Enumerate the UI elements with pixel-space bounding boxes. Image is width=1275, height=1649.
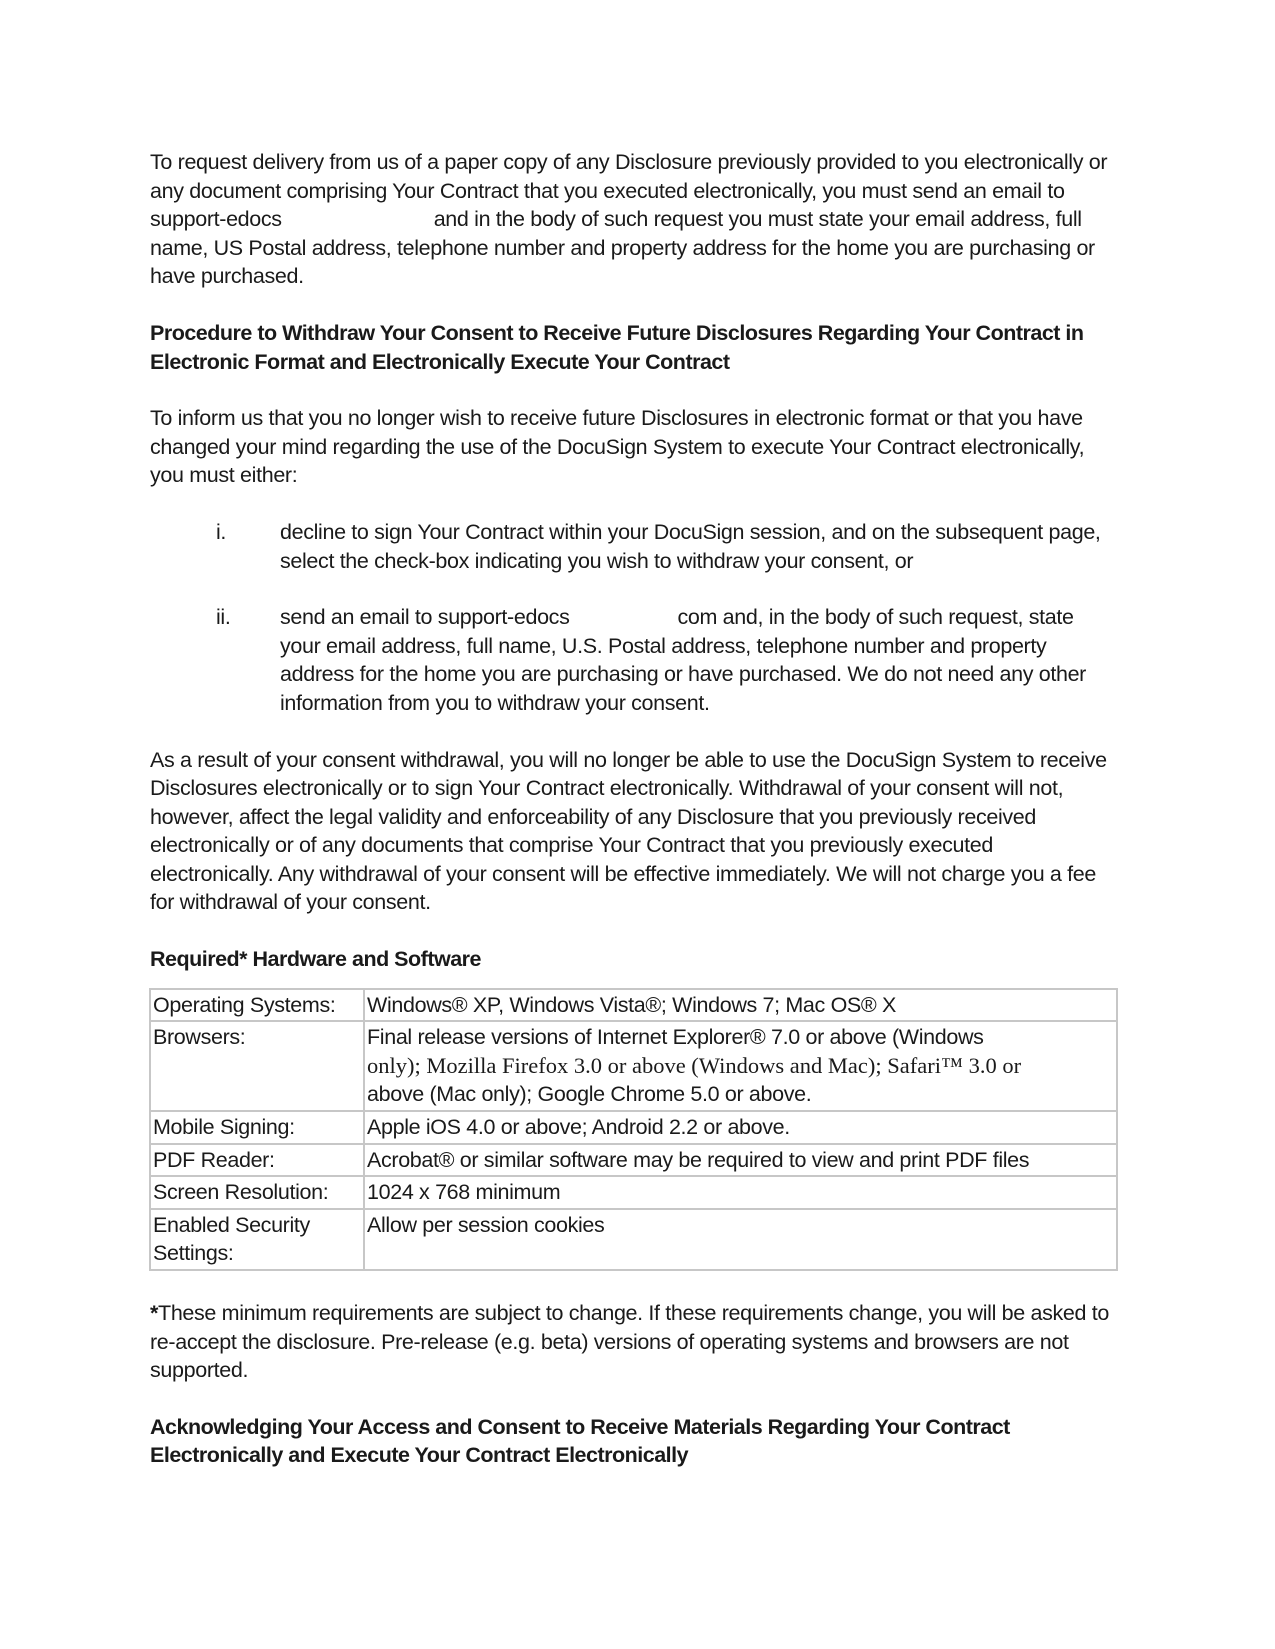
table-row: [150, 1021, 1117, 1111]
option-text-start: send an email to support-edocs: [280, 605, 570, 630]
list-item: [150, 518, 1110, 575]
heading-acknowledging: Acknowledging Your Access and Consent to Receive Materials Regarding Your Contract Electronically and Execute Your Contract Electronically: [150, 1414, 1010, 1468]
browsers-text-3: above (Mac only); Google Chrome 5.0 or above.: [367, 1082, 812, 1107]
footnote: [150, 1299, 1110, 1385]
paper-copy-text-start: To request delivery from us of a paper copy of any Disclosure previously provided to you electronically or any document comprising Your Contract that you executed electronically, you must send an email to support-edocs: [150, 150, 1108, 232]
footnote-text: These minimum requirements are subject to change. If these requirements change, you will be asked to re-accept the disclosure. Pre-release (e.g. beta) versions of operating systems and browsers are not supported.: [150, 1301, 1109, 1383]
document-page: [150, 148, 1110, 1498]
table-row: [150, 1209, 1117, 1270]
paragraph-paper-copy: [150, 148, 1110, 291]
footnote-asterisk: *: [150, 1301, 159, 1325]
heading-withdraw-consent: Procedure to Withdraw Your Consent to Receive Future Disclosures Regarding Your Contract in Electronic Format and Electronically Execute Your Contract: [150, 320, 1084, 374]
table-row: [150, 1176, 1117, 1209]
row-label: Enabled Security Settings:: [150, 1209, 364, 1270]
row-value: [364, 1021, 1117, 1111]
row-value: Allow per session cookies: [364, 1209, 1117, 1270]
paper-copy-text-end: and in the body of such request you must state your email address, full name, US Postal address, telephone number and property address for the home you are purchasing or have purchased.: [150, 207, 1095, 289]
row-label: Operating Systems:: [150, 989, 364, 1022]
row-label: Screen Resolution:: [150, 1176, 364, 1209]
requirements-table: [149, 988, 1118, 1271]
row-value: 1024 x 768 minimum: [364, 1176, 1117, 1209]
row-value: Acrobat® or similar software may be required to view and print PDF files: [364, 1144, 1117, 1177]
withdraw-options-list: [150, 518, 1110, 718]
list-item: [150, 603, 1110, 717]
row-value: Windows® XP, Windows Vista®; Windows 7; Mac OS® X: [364, 989, 1117, 1022]
table-row: [150, 989, 1117, 1022]
row-label: PDF Reader:: [150, 1144, 364, 1177]
row-label: Mobile Signing:: [150, 1111, 364, 1144]
list-item-text: [280, 603, 1110, 717]
list-item-text: decline to sign Your Contract within your DocuSign session, and on the subsequent page, select the check-box indicating you wish to withdraw your consent, or: [280, 519, 1101, 573]
table-row: [150, 1144, 1117, 1177]
option-text-end: com and, in the body of such request, state your email address, full name, U.S. Postal address, telephone number and property address for the home you are purchasing or have purchased. We do not need any other information from you to withdraw your consent.: [280, 605, 1086, 715]
table-row: [150, 1111, 1117, 1144]
heading-requirements: Required* Hardware and Software: [150, 947, 481, 972]
row-label: Browsers:: [150, 1021, 364, 1111]
list-marker: i.: [216, 519, 227, 544]
row-value: Apple iOS 4.0 or above; Android 2.2 or above.: [364, 1111, 1117, 1144]
paragraph-withdrawal-result: As a result of your consent withdrawal, you will no longer be able to use the DocuSign System to receive Disclosures electronically or to sign Your Contract electronically. Withdrawal of your consent will not, however, affect the legal validity and enforceability of any Disclosure that you previously received electronically or of any documents that comprise Your Contract that you previously executed electronically. Any withdrawal of your consent will be effective immediately. We will not charge you a fee for withdrawal of your consent.: [150, 747, 1107, 915]
list-marker: ii.: [216, 605, 231, 630]
browsers-text-2: only); Mozilla Firefox 3.0 or above (Windows and Mac); Safari™ 3.0 or: [367, 1052, 1022, 1078]
paragraph-withdraw-intro: To inform us that you no longer wish to receive future Disclosures in electronic format or that you have changed your mind regarding the use of the DocuSign System to execute Your Contract electronically, you must either:: [150, 406, 1085, 488]
browsers-text-1: Final release versions of Internet Explorer® 7.0 or above (Windows: [367, 1025, 984, 1050]
